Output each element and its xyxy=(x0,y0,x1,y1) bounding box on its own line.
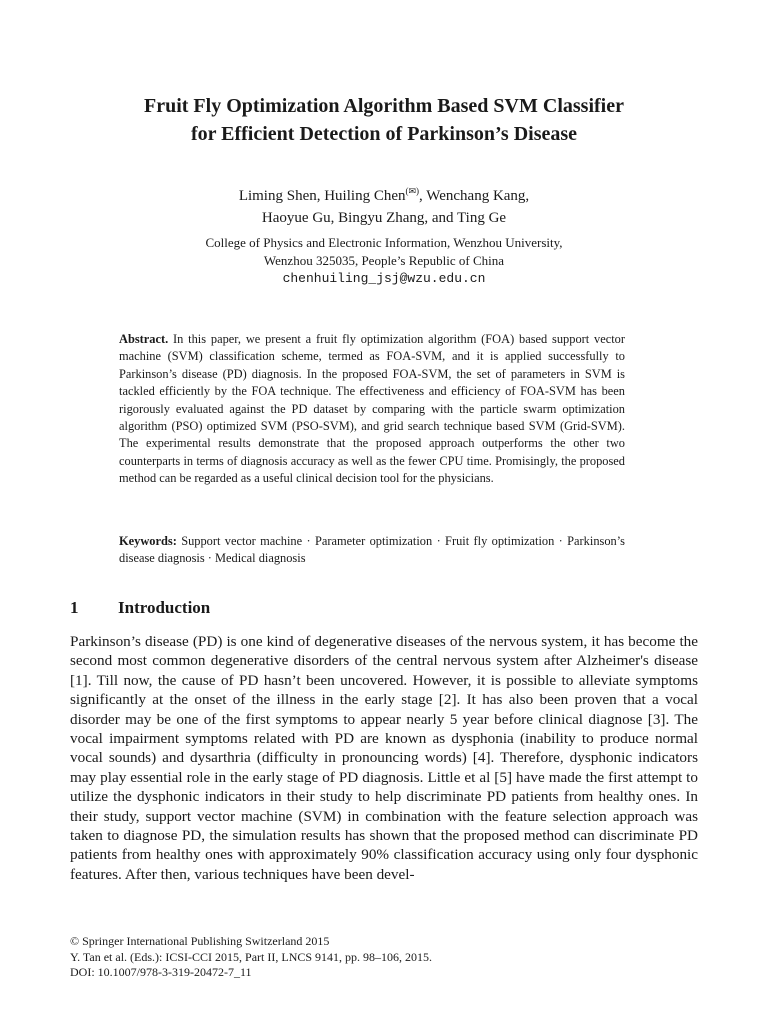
affiliation-line-2: Wenzhou 325035, People’s Republic of China xyxy=(263,253,505,268)
title-line-2: for Efficient Detection of Parkinson’s Disease xyxy=(190,123,578,145)
section-number: 1 xyxy=(70,598,79,617)
footer-doi[interactable]: DOI: 10.1007/978-3-319-20472-7_11 xyxy=(70,965,252,979)
footer xyxy=(70,934,698,981)
author-list xyxy=(40,180,728,229)
authors-line-1 xyxy=(40,180,728,207)
affiliation-line-1: College of Physics and Electronic Information, Wenzhou University, xyxy=(205,235,563,250)
section-title: Introduction xyxy=(118,598,211,617)
author-email[interactable]: chenhuiling_jsj@wzu.edu.cn xyxy=(282,271,486,286)
title-line-1: Fruit Fly Optimization Algorithm Based SVM Classifier xyxy=(144,95,624,117)
authors-line-2: Haoyue Gu, Bingyu Zhang, and Ting Ge xyxy=(261,210,507,226)
footer-citation: Y. Tan et al. (Eds.): ICSI-CCI 2015, Part II, LNCS 9141, pp. 98–106, 2015. xyxy=(70,949,433,964)
introduction-paragraph: Parkinson’s disease (PD) is one kind of degenerative diseases of the nervous system, it has become the second most common degenerative disorders of the central nervous system after Alzheimer's disease [1]. Till now, the cause of PD hasn’t been uncovered. However, it is possible to alleviate symptoms significantly at the onset of the illness in the early stage [2]. It has also been proven that a vocal disorder may be one of the first symptoms to appear nearly 5 year before clinical diagnose [3]. The vocal impairment symptoms related with PD are known as dysphonia (inability to produce normal vocal sounds) and dysarthria (difficulty in pronouncing words) [4]. Therefore, dysphonic indicators may play essential role in the early stage of PD diagnosis. Little et al [5] have made the first attempt to utilize the dysphonic indicators in their study to help discriminate PD patients from healthy ones. In their study, support vector machine (SVM) in combination with the feature selection approach was taken to diagnose PD, the simulation results has shown that the proposed method can discriminate PD patients from healthy ones with approximately 90% classification accuracy using only four dysphonic features. After then, various techniques have been devel- xyxy=(70,633,698,883)
abstract xyxy=(119,331,625,488)
authors-part-2: , Wenchang Kang, xyxy=(419,188,530,204)
abstract-label: Abstract. xyxy=(119,332,169,346)
authors-part-1: Liming Shen, Huiling Chen xyxy=(238,188,406,204)
paper-title xyxy=(40,92,728,148)
section-heading xyxy=(70,597,210,619)
footer-copyright: © Springer International Publishing Switzerland 2015 xyxy=(70,934,330,948)
keywords xyxy=(119,533,625,568)
abstract-text: In this paper, we present a fruit fly optimization algorithm (FOA) based support vector machine (SVM) classification scheme, termed as FOA-SVM, and it is applied successfully to Parkinson’s disease (PD) diagnosis. In the proposed FOA-SVM, the set of parameters in SVM is tackled efficiently by the FOA technique. The effectiveness and efficiency of FOA-SVM has been rigorously evaluated against the PD dataset by comparing with the particle swarm optimization algorithm (PSO) optimized SVM (PSO-SVM), and grid search technique based SVM (Grid-SVM). The experimental results demonstrate that the proposed approach outperforms the other two counterparts in terms of diagnosis accuracy as well as the fewer CPU time. Promisingly, the proposed method can be regarded as a useful clinical decision tool for the physicians. xyxy=(119,332,625,486)
affiliation xyxy=(40,234,728,288)
keywords-label: Keywords: xyxy=(119,534,177,548)
keywords-text: Support vector machine · Parameter optimization · Fruit fly optimization · Parkinson’s disease diagnosis · Medical diagnosis xyxy=(119,534,625,566)
corresponding-author-mail-icon: (✉) xyxy=(405,186,420,196)
